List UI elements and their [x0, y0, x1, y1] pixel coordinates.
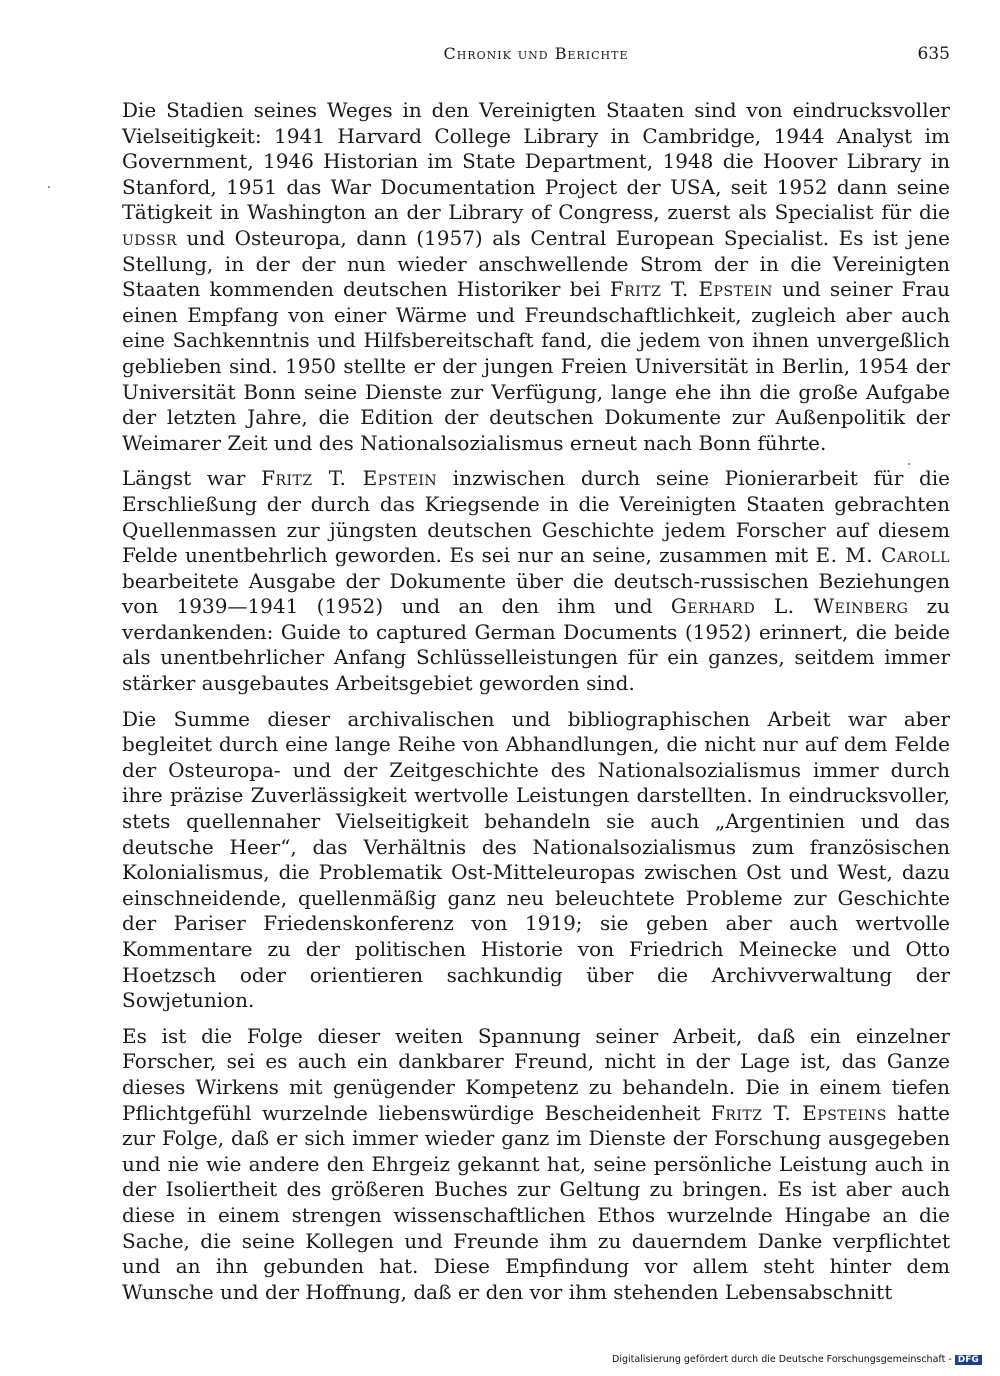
text-run: Es ist die Folge dieser weiten Spannung seiner Arbeit, daß ein einzelner Forscher, sei es auch ein dankbarer Freund, nicht in der Lage ist, das Ganze dieses Wirkens mit genügender Kompetenz zu behandeln. Die in einem tiefen Pflichtgefühl wurzelnde liebenswürdige Bescheidenheit [122, 1023, 950, 1125]
text-run: zu verdankenden: Guide to captured German Documents (1952) erinnert, die beide als unentbehrlicher Anfang Schlüsselleistungen für ein ganzes, seitdem immer stärker ausgebautes Arbeitsgebiet geworden sind. [122, 594, 950, 696]
page-number: 635 [917, 44, 950, 64]
running-header [122, 44, 950, 70]
text-run: und Osteuropa, dann (1957) als Central European Specialist. Es ist jene Stellung, in der der nun wieder anschwellende Strom der in die Vereinigten Staaten kommenden deutschen Historiker bei [122, 225, 950, 302]
scan-speck [908, 463, 910, 465]
person-name: E. M. Caroll [815, 543, 950, 568]
text-run: Längst war [122, 466, 262, 491]
text-run: Die Stadien seines Weges in den Vereinigten Staaten sind von eindrucksvoller Vielseitigkeit: 1941 Harvard College Library in Cambridge, 1944 Analyst im Government, 1946 Historian im State Department, 1948 die Hoover Library in Stanford, 1951 das War Documentation Project der USA, seit 1952 dann seine Tätigkeit in Washington an der Library of Congress, zuerst als Specialist für die [122, 98, 950, 225]
person-name: Fritz T. Epstein [609, 277, 773, 302]
body-text [122, 98, 950, 1315]
scan-speck [48, 186, 50, 188]
text-run: hatte zur Folge, daß er sich immer wieder ganz im Dienste der Forschung ausgegeben und nie wie andere den Ehrgeiz gekannt hat, seine persönliche Leistung auch in der Isoliertheit des größeren Buches zur Geltung zu bringen. Es ist aber auch diese in einem strengen wissenschaftlichen Ethos wurzelnde Hingabe an die Sache, die seine Kollegen und Freunde ihm zu dauerndem Danke verpflichtet und an ihn gebunden hat. Diese Empfindung vor allem steht hinter dem Wunsche und der Hoffnung, daß er den vor ihm stehenden Lebensabschnitt [122, 1100, 950, 1304]
text-run: bearbeitete Ausgabe der Dokumente über die deutsch-russischen Beziehungen von 1939—1941 (1952) und an den ihm und [122, 568, 950, 619]
person-name: Gerhard L. Weinberg [670, 594, 909, 619]
abbreviation: udssr [122, 225, 177, 250]
digitization-footer [612, 1354, 992, 1365]
footer-text: Digitalisierung gefördert durch die Deutsche Forschungsgemeinschaft - [612, 1354, 952, 1365]
person-name: Fritz T. Epstein [261, 466, 438, 491]
text-run: und seiner Frau einen Empfang von einer Wärme und Freundschaftlichkeit, zugleich aber auch eine Sachkenntnis und Hilfsbereitschaft fand, die jedem von ihnen unvergeßlich geblieben sind. 1950 stellte er der jungen Freien Universität in Berlin, 1954 der Universität Bonn seine Dienste zur Verfügung, lange ehe ihn die große Aufgabe der letzten Jahre, die Edition der deutschen Dokumente zur Außenpolitik der Weimarer Zeit und des Nationalsozialismus erneut nach Bonn führte. [122, 277, 951, 455]
text-run: inzwischen durch seine Pionierarbeit für die Erschließung der durch das Kriegsende in die Vereinigten Staaten gebrachten Quellenmassen zur jüngsten deutschen Geschichte jedem Forscher auf diesem Felde unentbehrlich geworden. Es sei nur an seine, zusammen mit [122, 466, 950, 568]
text-run: Die Summe dieser archivalischen und bibliographischen Arbeit war aber begleitet durch eine lange Reihe von Abhandlungen, die nicht nur auf dem Felde der Osteuropa- und der Zeitgeschichte des Nationalsozialismus immer durch ihre präzise Zuverlässigkeit wertvolle Leistungen darstellten. In eindrucksvoller, stets quellennaher Vielseitigkeit behandeln sie auch „Argentinien und das deutsche Heer“, das Verhältnis des Nationalsozialismus zum französischen Kolonialismus, die Problematik Ost-Mitteleuropas zwischen Ost und West, dazu einschneidende, quellenmäßig ganz neu beleuchtete Probleme zur Geschichte der Pariser Friedenskonferenz von 1919; sie geben aber auch wertvolle Kommentare zu der politischen Historie von Friedrich Meinecke und Otto Hoetzsch oder orientieren sachkundig über die Archivverwaltung der Sowjetunion. [122, 706, 950, 1013]
paragraph [122, 98, 950, 456]
running-title: Chronik und Berichte [443, 44, 629, 63]
paragraph [122, 1024, 950, 1306]
paragraph [122, 707, 950, 1014]
dfg-logo: DFG [955, 1355, 982, 1365]
paragraph [122, 466, 950, 696]
person-name: Fritz T. Epsteins [710, 1100, 887, 1125]
